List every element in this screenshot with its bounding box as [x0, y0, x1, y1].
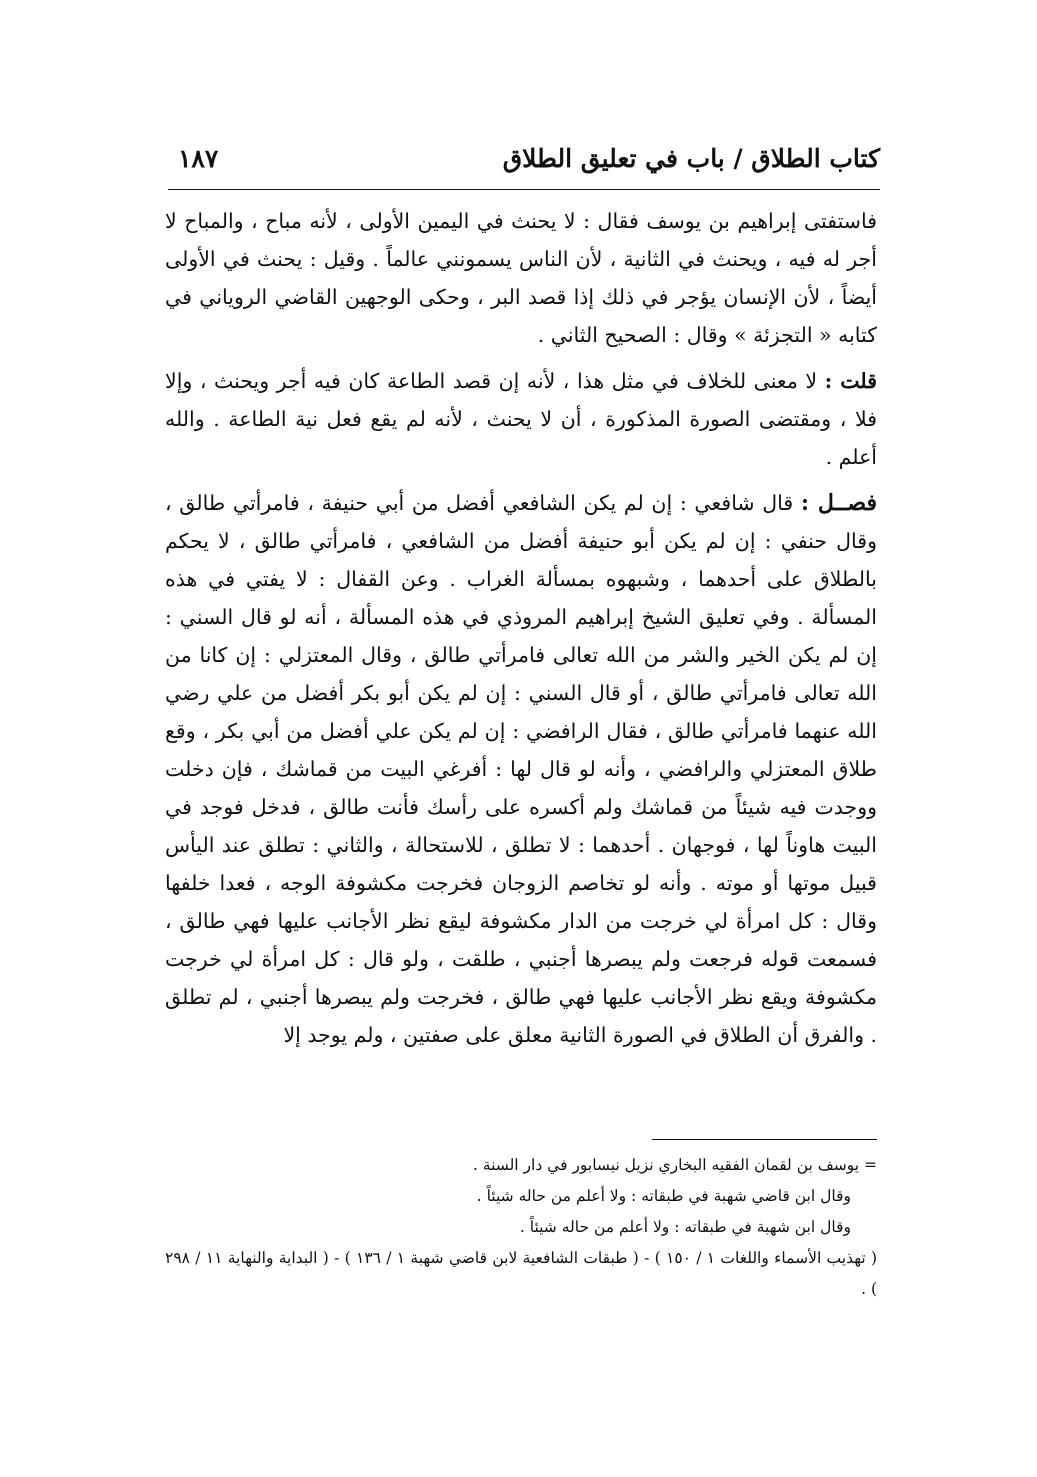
footnote-line: وقال ابن قاضي شهبة في طبقاته : ولا أعلم من حاله شيئاً .	[476, 1187, 851, 1205]
page-header	[168, 140, 880, 184]
paragraph-3-text: قال شافعي : إن لم يكن الشافعي أفضل من أبي حنيفة ، فامرأتي طالق ، وقال حنفي : إن لم يكن أبو حنيفة أفضل من الشافعي ، فامرأتي طالق ، لا يحكم بالطلاق على أحدهما ، وشبهوه بمسألة الغراب . وعن القفال : لا يفتي في هذه المسألة . وفي تعليق الشيخ إبراهيم المروذي في هذه المسألة ، أنه لو قال السني : إن لم يكن الخير والشر من الله تعالى فامرأتي طالق ، وقال المعتزلي : إن كانا من الله تعالى فامرأتي طالق ، أو قال السني : إن لم يكن أبو بكر أفضل من علي رضي الله عنهما فامرأتي طالق ، فقال الرافضي : إن لم يكن علي أفضل من أبي بكر ، وقع طلاق المعتزلي والرافضي ، وأنه لو قال لها : أفرغي البيت من قماشك ، فإن دخلت ووجدت فيه شيئاً من قماشك ولم أكسره على رأسك فأنت طالق ، فدخل فوجد في البيت هاوناً لها ، فوجهان . أحدهما : لا تطلق ، للاستحالة ، والثاني : تطلق عند اليأس قبيل موتها أو موته . وأنه لو تخاصم الزوجان فخرجت مكشوفة الوجه ، فعدا خلفها وقال : كل امرأة لي خرجت من الدار مكشوفة ليقع نظر الأجانب عليها فهي طالق ، فسمعت قوله فرجعت ولم يبصرها أجنبي ، طلقت ، ولو قال : كل امرأة لي خرجت مكشوفة ويقع نظر الأجانب عليها فهي طالق ، فخرجت ولم يبصرها أجنبي ، لم تطلق . والفرق أن الطلاق في الصورة الثانية معلق على صفتين ، ولم يوجد إلا	[165, 491, 877, 1047]
footnotes	[165, 1150, 877, 1305]
footnote-line: ( تهذيب الأسماء واللغات ١ / ١٥٠ ) - ( طبقات الشافعية لابن قاضي شهبة ١ / ١٣٦ ) - ( البداية والنهاية ١١ / ٢٩٨ ) .	[165, 1249, 878, 1298]
footnote-rule	[652, 1139, 877, 1140]
paragraph-2-lead: قلت :	[824, 369, 877, 393]
footnote-line: = يوسف بن لقمان الفقيه البخاري نزيل نيسابور في دار السنة .	[472, 1156, 877, 1174]
main-text	[165, 202, 877, 1054]
footnote-line: وقال ابن شهبة في طبقاته : ولا أعلم من حاله شيئاً .	[519, 1218, 851, 1236]
paragraph-2-text: لا معنى للخلاف في مثل هذا ، لأنه إن قصد الطاعة كان فيه أجر ويحنث ، وإلا فلا ، ومقتضى الصورة المذكورة ، أن لا يحنث ، لأنه لم يقع فعل نية الطاعة . والله أعلم .	[165, 369, 877, 469]
section-heading: فصــل :	[800, 490, 877, 516]
page-number: ١٨٧	[178, 144, 219, 173]
running-title: كتاب الطلاق / باب في تعليق الطلاق	[502, 144, 880, 173]
header-rule	[168, 189, 880, 190]
paragraph-2	[165, 362, 877, 476]
paragraph-1: فاستفتى إبراهيم بن يوسف فقال : لا يحنث في اليمين الأولى ، لأنه مباح ، والمباح لا أجر له فيه ، ويحنث في الثانية ، لأن الناس يسمونني عالماً . وقيل : يحنث في الأولى أيضاً ، لأن الإنسان يؤجر في ذلك إذا قصد البر ، وحكى الوجهين القاضي الروياني في كتابه « التجزئة » وقال : الصحيح الثاني .	[165, 209, 877, 347]
paragraph-3	[165, 484, 877, 1054]
